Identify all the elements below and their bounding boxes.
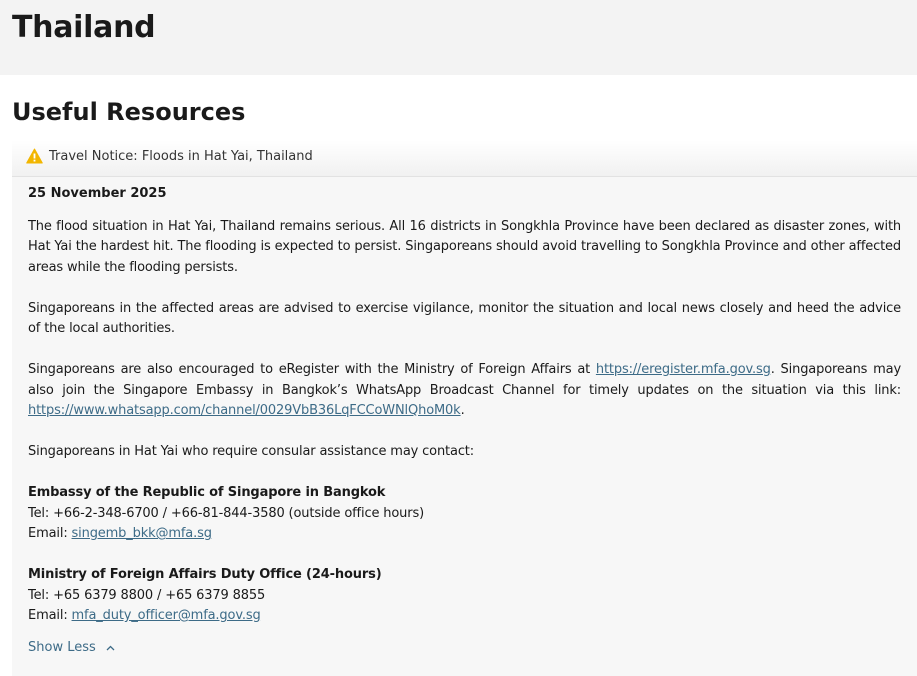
embassy-email-line (28, 524, 901, 545)
notice-paragraph-situation: The flood situation in Hat Yai, Thailand remains serious. All 16 districts in Songkhla Province have been declared as disaster zones, with Hat Yai the hardest hit. The flooding is expected to persist. Singaporeans should avoid travelling to Songkhla Province and other affected areas while the flooding persists. (28, 218, 901, 275)
whatsapp-text: . Singaporeans may also join the Singapore Embassy in Bangkok’s WhatsApp Broadcast Channel for timely updates on the situation via this link: (28, 362, 901, 398)
embassy-contact (28, 483, 901, 545)
duty-office-contact (28, 565, 901, 627)
warning-icon (26, 148, 43, 164)
duty-office-email-label: Email: (28, 608, 72, 623)
notice-paragraph-advice: Singaporeans in the affected areas are advised to exercise vigilance, monitor the situation and local news closely and heed the advice of the local authorities. (28, 300, 901, 336)
page-header (0, 0, 917, 75)
chevron-up-icon (106, 645, 115, 651)
duty-office-email-line (28, 606, 901, 627)
section-title: Useful Resources (12, 98, 246, 126)
notice-paragraph-contact-intro: Singaporeans in Hat Yai who require consular assistance may contact: (28, 444, 474, 459)
eregister-text: Singaporeans are also encouraged to eRegister with the Ministry of Foreign Affairs at (28, 362, 596, 377)
embassy-tel: Tel: +66-2-348-6700 / +66-81-844-3580 (outside office hours) (28, 505, 424, 521)
page-title: Thailand (12, 10, 156, 45)
notice-date: 25 November 2025 (28, 186, 167, 201)
embassy-email-link[interactable]: singemb_bkk@mfa.sg (71, 526, 212, 541)
duty-office-name: Ministry of Foreign Affairs Duty Office (24-hours) (28, 567, 382, 582)
travel-notice-title: Travel Notice: Floods in Hat Yai, Thailand (49, 149, 313, 164)
embassy-email-label: Email: (28, 526, 72, 541)
travel-notice-card (12, 140, 917, 676)
show-less-button[interactable] (28, 640, 115, 655)
travel-notice-header[interactable] (12, 140, 917, 177)
notice-paragraph-eregister (28, 360, 901, 422)
embassy-name: Embassy of the Republic of Singapore in Bangkok (28, 485, 386, 500)
whatsapp-channel-link[interactable]: https://www.whatsapp.com/channel/0029VbB36LqFCCoWNlQhoM0k (28, 403, 461, 418)
show-less-label: Show Less (28, 640, 96, 655)
travel-notice-body (28, 184, 901, 647)
duty-office-tel: Tel: +65 6379 8800 / +65 6379 8855 (28, 587, 266, 603)
period-text: . (460, 403, 465, 418)
eregister-link[interactable]: https://eregister.mfa.gov.sg (595, 362, 771, 377)
duty-office-email-link[interactable]: mfa_duty_officer@mfa.gov.sg (71, 608, 261, 623)
